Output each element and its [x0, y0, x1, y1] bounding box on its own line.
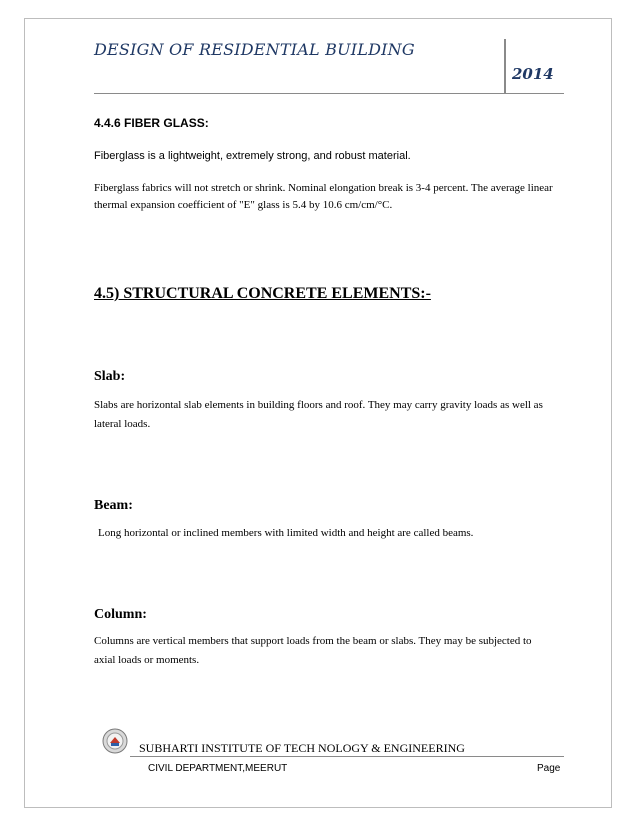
- column-text: Columns are vertical members that support loads from the beam or slabs. They may be subjected to axial loads or moments.: [94, 635, 532, 666]
- fiberglass-heading: 4.4.6 FIBER GLASS:: [94, 116, 209, 130]
- footer-page-label: Page: [537, 763, 561, 774]
- header-divider: [504, 39, 506, 93]
- section-heading: 4.5) STRUCTURAL CONCRETE ELEMENTS:-: [94, 285, 431, 302]
- column-heading: Column:: [94, 607, 147, 622]
- footer-rule: [130, 756, 564, 757]
- institute-logo-icon: [102, 728, 128, 754]
- header-title: DESIGN OF RESIDENTIAL BUILDING: [94, 40, 415, 59]
- fiberglass-paragraph-2: Fiberglass fabrics will not stretch or shrink. Nominal elongation break is 3-4 percent. The average linear thermal expansion coefficient of "E" glass is 5.4 by 10.6 cm/cm/°C.: [94, 182, 553, 211]
- footer-department: CIVIL DEPARTMENT,MEERUT: [148, 763, 288, 774]
- footer-institute: SUBHARTI INSTITUTE OF TECH NOLOGY & ENGINEERING: [139, 741, 465, 755]
- fiberglass-paragraph-1: Fiberglass is a lightweight, extremely strong, and robust material.: [94, 150, 411, 162]
- header-rule: [94, 93, 564, 94]
- header-year: 2014: [512, 65, 554, 83]
- slab-heading: Slab:: [94, 369, 126, 384]
- beam-text: Long horizontal or inclined members with limited width and height are called beams.: [98, 527, 474, 539]
- beam-heading: Beam:: [94, 498, 133, 513]
- slab-text: Slabs are horizontal slab elements in building floors and roof. They may carry gravity loads as well as lateral loads.: [94, 399, 543, 430]
